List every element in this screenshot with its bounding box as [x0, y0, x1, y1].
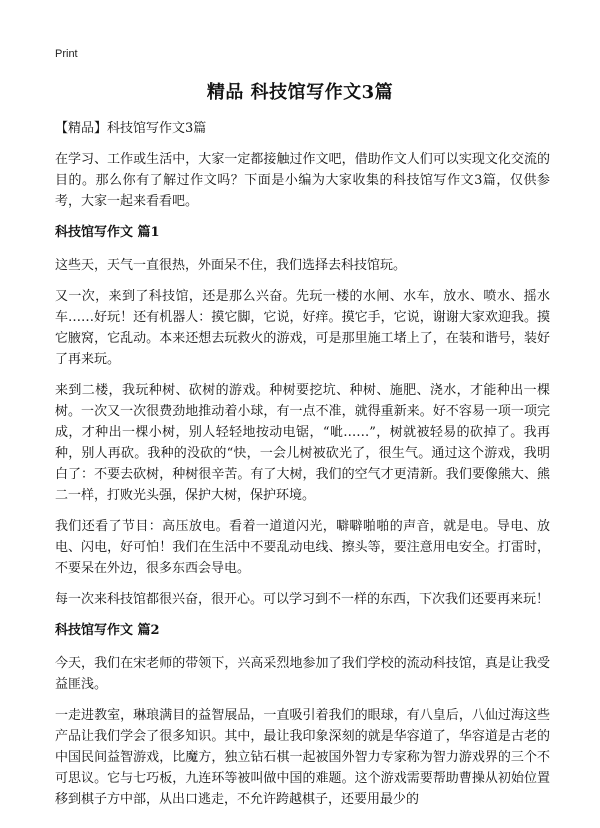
- paragraph: 又一次，来到了科技馆，还是那么兴奋。先玩一楼的水闸、水车，放水、喷水、摇水车……好玩！还有机器人：摸它脚，它说，好痒。摸它手，它说，谢谢大家欢迎我。摸它腋窝，它乱动。本来还想去玩救火的游戏，可是那里施工堵上了，在装和谐号，装好了再来玩。: [55, 289, 550, 367]
- paragraph: 一走进教室，琳琅满目的益智展品，一直吸引着我们的眼球，有八皇后，八仙过海这些产品让我们学会了很多知识。其中，最让我印象深刻的就是华容道了，华容道是古老的中国民间益智游戏，比魔方，独立钻石棋一起被国外智力专家称为智力游戏界的三个不可思议。它与七巧板，九连环等被叫做中国的难题。这个游戏需要帮助曹操从初始位置移到棋子方中部，从出口逃走，不允许跨越棋子，还要用最少的: [55, 708, 550, 807]
- document-title: 精品 科技馆写作文3篇: [206, 82, 394, 103]
- paragraph: 我们还看了节目：高压放电。看着一道道闪光，噼噼啪啪的声音，就是电。导电、放电、闪电，好可怕！我们在生活中不要乱动电线、擦头等，要注意用电安全。打雷时，不要呆在外边，很多东西会导电。: [55, 519, 550, 576]
- document-body: [55, 118, 550, 820]
- print-link[interactable]: Print: [55, 48, 78, 60]
- section-heading-2: 科技馆写作文 篇2: [55, 623, 160, 638]
- paragraph: 这些天，天气一直很热，外面呆不住，我们选择去科技馆玩。: [55, 258, 407, 273]
- paragraph: 来到二楼，我玩种树、砍树的游戏。种树要挖坑、种树、施肥、浇水，才能种出一棵树。一次又一次很费劲地推动着小球，有一点不准，就得重新来。好不容易一项一项完成，才种出一棵小树，别人轻轻地按动电锯，“呲……”，树就被轻易的砍掉了。我再种，别人再砍。我种的没砍的“快，一会儿树被砍光了，很生气。通过这个游戏，我明白了：不要去砍树，种树很辛苦。有了大树，我们的空气才更清新。我们要像熊大、熊二一样，打败光头强，保护大树，保护环境。: [55, 383, 550, 503]
- paragraph: 每一次来科技馆都很兴奋，很开心。可以学习到不一样的东西，下次我们还要再来玩！: [55, 592, 550, 607]
- document-subtitle: 【精品】科技馆写作文3篇: [55, 121, 207, 136]
- intro-paragraph: 在学习、工作或生活中，大家一定都接触过作文吧，借助作文人们可以实现文化交流的目的。那么你有了解过作文吗？下面是小编为大家收集的科技馆写作文3篇，仅供参考，大家一起来看看吧。: [55, 152, 550, 209]
- section-heading-1: 科技馆写作文 篇1: [55, 225, 160, 240]
- paragraph: 今天，我们在宋老师的带领下，兴高采烈地参加了我们学校的流动科技馆，真是让我受益匪浅。: [55, 656, 550, 692]
